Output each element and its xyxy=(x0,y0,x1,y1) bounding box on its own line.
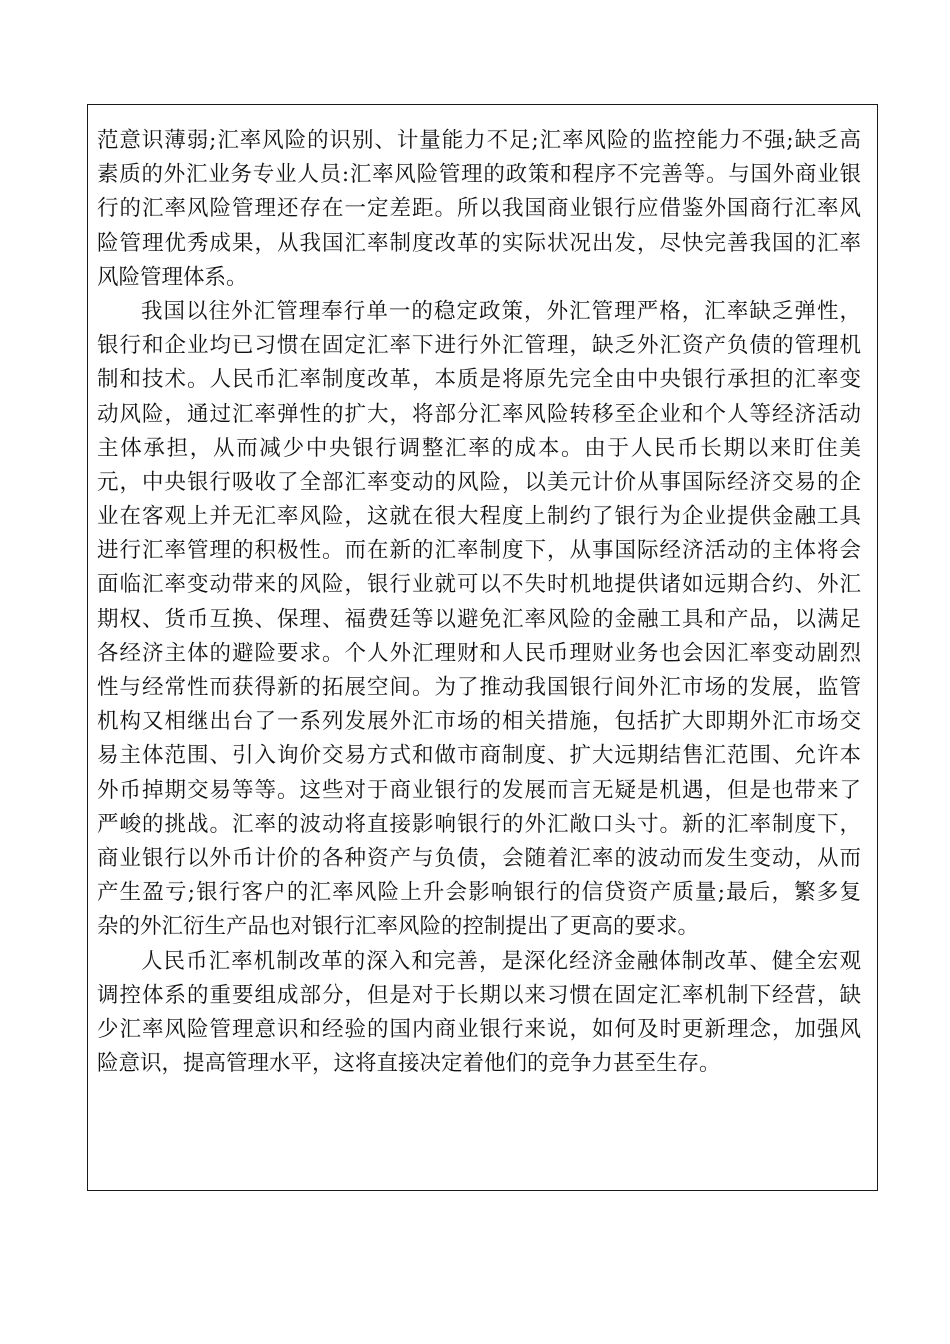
paragraph-2-line-17: 商业银行以外币计价的各种资产与负债，会随着汇率的波动而发生变动，从而 xyxy=(97,845,861,871)
paragraph-1-line-3: 行的汇率风险管理还存在一定差距。所以我国商业银行应借鉴外国商行汇率风 xyxy=(97,196,861,222)
paragraph-2-line-18: 产生盈亏;银行客户的汇率风险上升会影响银行的信贷资产质量;最后，繁多复 xyxy=(97,880,861,906)
paragraph-2-line-1: 我国以往外汇管理奉行单一的稳定政策，外汇管理严格，汇率缺乏弹性， xyxy=(141,298,861,324)
paragraph-2-line-2: 银行和企业均已习惯在固定汇率下进行外汇管理，缺乏外汇资产负债的管理机 xyxy=(97,333,861,359)
paragraph-2-line-13: 机构又相继出台了一系列发展外汇市场的相关措施，包括扩大即期外汇市场交 xyxy=(97,709,861,735)
paragraph-2-line-4: 动风险，通过汇率弹性的扩大，将部分汇率风险转移至企业和个人等经济活动 xyxy=(97,401,861,427)
paragraph-2-line-11: 各经济主体的避险要求。个人外汇理财和人民币理财业务也会因汇率变动剧烈 xyxy=(97,640,861,666)
paragraph-2-line-19: 杂的外汇衍生产品也对银行汇率风险的控制提出了更高的要求。 xyxy=(97,914,700,940)
paragraph-2-line-7: 业在客观上并无汇率风险，这就在很大程度上制约了银行为企业提供金融工具 xyxy=(97,504,861,530)
paragraph-1-line-2: 素质的外汇业务专业人员:汇率风险管理的政策和程序不完善等。与国外商业银 xyxy=(97,162,861,188)
paragraph-2-line-8: 进行汇率管理的积极性。而在新的汇率制度下，从事国际经济活动的主体将会 xyxy=(97,538,861,564)
paragraph-2-line-16: 严峻的挑战。汇率的波动将直接影响银行的外汇敞口头寸。新的汇率制度下， xyxy=(97,811,861,837)
paragraph-1-line-4: 险管理优秀成果，从我国汇率制度改革的实际状况出发，尽快完善我国的汇率 xyxy=(97,230,861,256)
document-body xyxy=(97,124,861,1081)
paragraph-1-line-5: 风险管理体系。 xyxy=(97,264,248,290)
paragraph-2-line-6: 元，中央银行吸收了全部汇率变动的风险，以美元计价从事国际经济交易的企 xyxy=(97,469,861,495)
paragraph-2-line-3: 制和技术。人民币汇率制度改革，本质是将原先完全由中央银行承担的汇率变 xyxy=(97,367,861,393)
paragraph-2-line-14: 易主体范围、引入询价交易方式和做市商制度、扩大远期结售汇范围、允许本 xyxy=(97,743,861,769)
paragraph-2-line-10: 期权、货币互换、保理、福费廷等以避免汇率风险的金融工具和产品，以满足 xyxy=(97,606,861,632)
paragraph-3-line-3: 少汇率风险管理意识和经验的国内商业银行来说，如何及时更新理念，加强风 xyxy=(97,1016,861,1042)
paragraph-2-line-5: 主体承担，从而减少中央银行调整汇率的成本。由于人民币长期以来盯住美 xyxy=(97,435,861,461)
paragraph-3-line-4: 险意识，提高管理水平，这将直接决定着他们的竞争力甚至生存。 xyxy=(97,1051,721,1077)
paragraph-2-line-15: 外币掉期交易等等。这些对于商业银行的发展而言无疑是机遇，但是也带来了 xyxy=(97,777,861,803)
paragraph-3-line-1: 人民币汇率机制改革的深入和完善，是深化经济金融体制改革、健全宏观 xyxy=(141,948,861,974)
paragraph-3-line-2: 调控体系的重要组成部分，但是对于长期以来习惯在固定汇率机制下经营，缺 xyxy=(97,982,861,1008)
paragraph-2-line-9: 面临汇率变动带来的风险，银行业就可以不失时机地提供诸如远期合约、外汇 xyxy=(97,572,861,598)
paragraph-2-line-12: 性与经常性而获得新的拓展空间。为了推动我国银行间外汇市场的发展，监管 xyxy=(97,675,861,700)
paragraph-1-line-1: 范意识薄弱;汇率风险的识别、计量能力不足;汇率风险的监控能力不强;缺乏高 xyxy=(97,128,861,153)
